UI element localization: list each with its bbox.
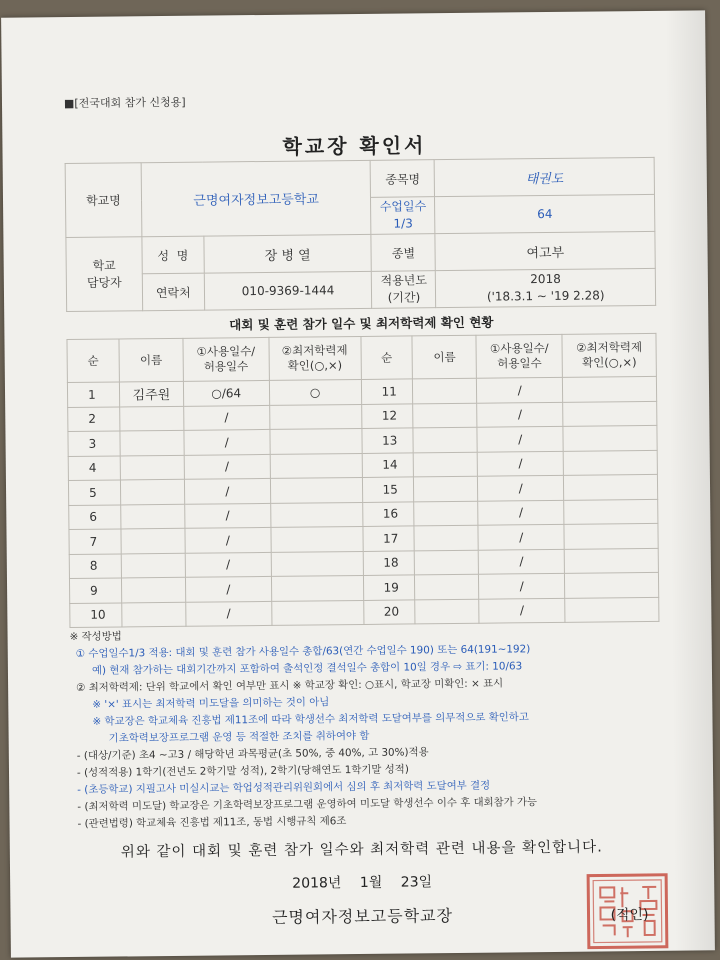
- year-cell: [436, 268, 656, 307]
- event-label: 종목명: [371, 160, 435, 198]
- cell-min: [564, 474, 658, 499]
- class-days-value: 64: [435, 194, 655, 233]
- school-info-table: [65, 157, 657, 312]
- cell-days: /: [479, 598, 565, 623]
- cell-name: [121, 577, 185, 602]
- person-in-charge-label: 학교 담당자: [66, 237, 143, 312]
- cell-no: 19: [363, 575, 415, 600]
- cell-min: ○: [269, 379, 361, 404]
- cell-min: [270, 428, 362, 453]
- header-min-score: ②최저학력제 확인(○,×): [269, 336, 361, 380]
- cell-min: [271, 575, 363, 600]
- date-year: 2018년: [292, 875, 342, 892]
- writing-instructions: [70, 623, 672, 833]
- cell-days: /: [479, 573, 565, 598]
- cell-min: [564, 523, 658, 548]
- note-line: - (성적적용) 1학기(전년도 2학기말 성적), 2학기(당해연도 1학기말 성적): [76, 763, 409, 779]
- school-name-label: 학교명: [65, 163, 142, 238]
- date-month: 1월: [359, 874, 383, 892]
- cell-no: 13: [361, 428, 413, 453]
- cell-days: /: [184, 478, 270, 503]
- cell-min: [269, 404, 361, 429]
- year-value: 2018: [530, 271, 561, 287]
- category-label: 종별: [371, 234, 435, 272]
- cell-days: /: [184, 454, 270, 479]
- cell-min: [270, 453, 362, 478]
- cell-name: [413, 427, 477, 452]
- cell-days: /: [477, 377, 563, 402]
- name-label: 성 명: [142, 236, 204, 274]
- cell-name: [414, 501, 478, 526]
- period-value: ('18.3.1 ~ '19 2.28): [486, 288, 605, 304]
- cell-min: [563, 401, 657, 426]
- name-value: 장 병 열: [204, 234, 372, 273]
- cell-days: /: [479, 549, 565, 574]
- note-line: - (대상/기준) 초4 ~고3 / 해당학년 과목평균(초 50%, 중 40%, 고 30%)적용: [76, 746, 429, 762]
- cell-days: /: [185, 527, 271, 552]
- note-line: ※ '×' 표시는 최저학력 미도달을 의미하는 것이 아님: [92, 696, 330, 711]
- issuer-name: 근명여자정보고등학교장: [271, 906, 454, 927]
- cell-name: [415, 599, 479, 624]
- header-days: ①사용일수/ 허용일수: [183, 337, 269, 381]
- year-label: 적용년도 (기간): [372, 271, 436, 309]
- confirmation-statement: 위와 같이 대회 및 훈련 참가 일수와 최저학력 관련 내용을 확인합니다.: [120, 839, 603, 861]
- cell-no: 10: [70, 602, 122, 627]
- cell-name: [120, 455, 184, 480]
- header-no: 순: [67, 339, 119, 383]
- cell-min: [270, 477, 362, 502]
- cell-name: [121, 504, 185, 529]
- cell-no: 15: [362, 477, 414, 502]
- cell-min: [271, 600, 363, 625]
- cell-no: 4: [68, 455, 120, 480]
- cell-min: [270, 502, 362, 527]
- header-days: ①사용일수/ 허용일수: [476, 334, 562, 378]
- cell-days: /: [477, 426, 563, 451]
- note-line: ※ 학교장은 학교체육 진흥법 제11조에 따라 학생선수 최저학력 도달여부를 의무적으로 확인하고: [92, 711, 529, 728]
- class-days-label: 수업일수 1/3: [371, 197, 435, 235]
- cell-no: 16: [362, 501, 414, 526]
- cell-name: [414, 452, 478, 477]
- seal-label: (직인): [610, 906, 649, 924]
- contact-value: 010-9369-1444: [204, 271, 372, 310]
- cell-name: [121, 553, 185, 578]
- cell-name: [413, 378, 477, 403]
- cell-min: [563, 450, 657, 475]
- note-line: 기초학력보장프로그램 운영 등 적절한 조치를 취하여야 함: [108, 729, 370, 745]
- cell-days: /: [478, 475, 564, 500]
- school-name-value: 근명여자정보고등학교: [141, 160, 371, 236]
- category-value: 여고부: [435, 231, 655, 270]
- cell-no: 3: [68, 431, 120, 456]
- cell-days: ○/64: [183, 380, 269, 405]
- cell-no: 12: [361, 403, 413, 428]
- cell-name: [120, 430, 184, 455]
- cell-name: [122, 602, 186, 627]
- cell-min: [271, 526, 363, 551]
- cell-no: 17: [362, 526, 414, 551]
- status-table-title: 대회 및 훈련 참가 일수 및 최저학력제 확인 현황: [229, 314, 494, 333]
- cell-name: [120, 479, 184, 504]
- cell-name: [414, 525, 478, 550]
- cell-min: [565, 572, 659, 597]
- cell-no: 7: [69, 529, 121, 554]
- header-no: 순: [360, 336, 412, 380]
- contact-label: 연락처: [142, 273, 204, 311]
- note-line: ② 최저학력제: 단위 학교에서 확인 여부만 표시 ※ 학교장 확인: ○표시, 학교장 미확인: × 표시: [76, 677, 504, 694]
- cell-no: 5: [68, 480, 120, 505]
- document-page: [1, 10, 715, 957]
- note-line: ① 수업일수1/3 적용: 대회 및 훈련 참가 사용일수 총합/63(연간 수업일수 190) 또는 64(191~192): [75, 643, 531, 660]
- cell-no: 20: [363, 599, 415, 624]
- cell-days: /: [477, 402, 563, 427]
- document-title: 학교장 확인서: [282, 133, 427, 159]
- cell-no: 18: [363, 550, 415, 575]
- cell-min: [271, 551, 363, 576]
- cell-name: [120, 406, 184, 431]
- cell-no: 1: [67, 382, 119, 407]
- cell-name: [415, 574, 479, 599]
- cell-name: [121, 528, 185, 553]
- note-line: - (초등학교) 지필고사 미실시교는 학업성적관리위원회에서 심의 후 최저학력 도달여부 결정: [77, 779, 491, 796]
- note-line: ※ 작성방법: [69, 630, 122, 644]
- cell-no: 8: [69, 553, 121, 578]
- cell-days: /: [477, 451, 563, 476]
- cell-name: [413, 403, 477, 428]
- participation-table: [66, 333, 659, 628]
- cell-no: 11: [361, 379, 413, 404]
- header-min-score: ②최저학력제 확인(○,×): [562, 333, 656, 377]
- cell-name: 김주원: [119, 381, 183, 406]
- cell-min: [565, 597, 659, 622]
- cell-no: 9: [69, 578, 121, 603]
- note-line: - (관련법령) 학교체육 진흥법 제11조, 동법 시행규칙 제6조: [77, 815, 347, 830]
- note-line: 예) 현재 참가하는 대회기간까지 포함하여 출석인정 결석일수 총합이 10일 경우 ⇨ 표기: 10/63: [91, 660, 523, 677]
- cell-days: /: [184, 429, 270, 454]
- cell-min: [564, 548, 658, 573]
- cell-no: 6: [69, 504, 121, 529]
- cell-days: /: [478, 524, 564, 549]
- date-day: 23일: [400, 874, 433, 891]
- header-name: 이름: [119, 338, 183, 382]
- cell-name: [415, 550, 479, 575]
- cell-min: [563, 425, 657, 450]
- cell-days: /: [186, 601, 272, 626]
- cell-days: /: [185, 552, 271, 577]
- note-line: - (최저학력 미도달) 학교장은 기초학력보장프로그램 운영하여 미도달 학생선수 이수 후 대회참가 가능: [77, 796, 538, 813]
- cell-name: [414, 476, 478, 501]
- cell-no: 2: [68, 406, 120, 431]
- event-value: 태권도: [434, 157, 654, 196]
- cell-days: /: [183, 405, 269, 430]
- cell-days: /: [478, 500, 564, 525]
- cell-no: 14: [362, 452, 414, 477]
- cell-days: /: [185, 576, 271, 601]
- form-type-tag: ■[전국대회 참가 신청용]: [63, 95, 186, 111]
- cell-min: [563, 376, 657, 401]
- header-name: 이름: [412, 335, 476, 379]
- cell-min: [564, 499, 658, 524]
- cell-days: /: [185, 503, 271, 528]
